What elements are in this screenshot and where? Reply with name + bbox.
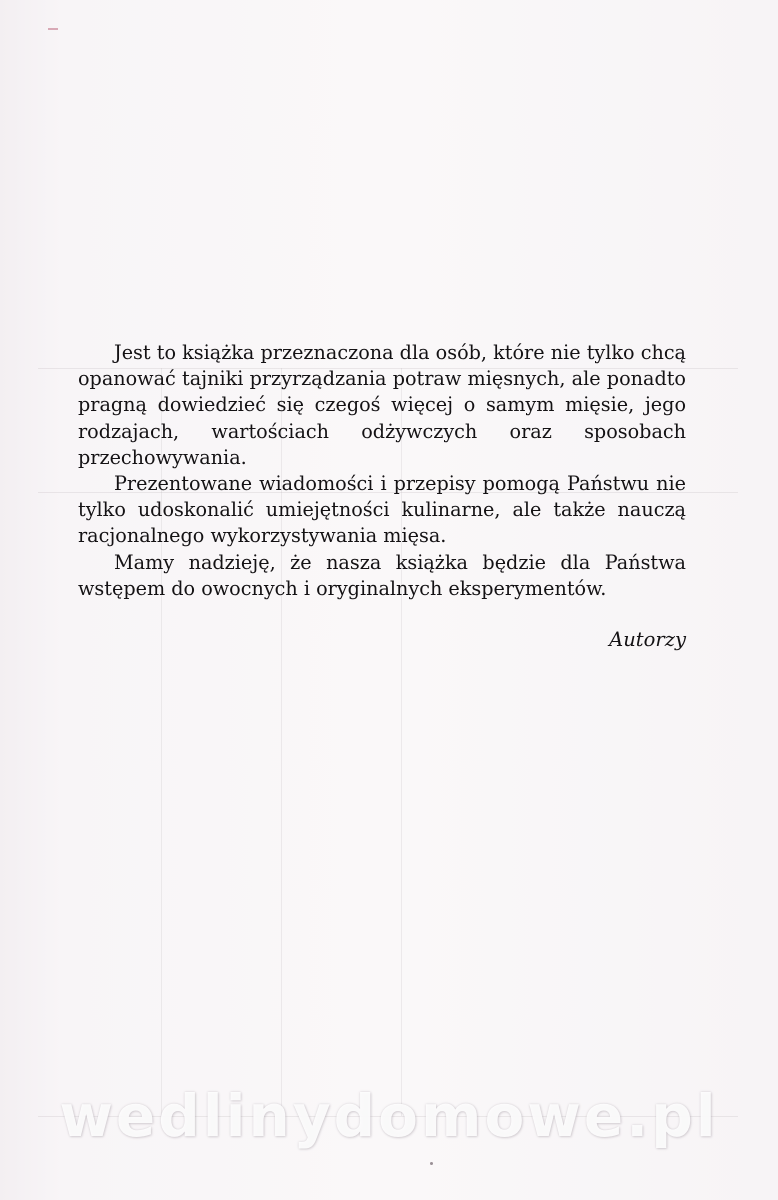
watermark: wedlinydomowe.pl xyxy=(59,1082,719,1150)
print-speck xyxy=(430,1162,433,1165)
corner-mark xyxy=(48,28,58,30)
author-signature: Autorzy xyxy=(609,628,686,651)
paragraph: Mamy nadzieję, że nasza książka będzie dla Państwa wstępem do owocnych i oryginalnych eksperymentów. xyxy=(78,550,686,600)
preface-text xyxy=(78,340,686,602)
paragraph: Prezentowane wiadomości i przepisy pomogą Państwu nie tylko udoskonalić umiejętności kulinarne, ale także nauczą racjonalnego wykorzystywania mięsa. xyxy=(78,472,686,548)
paragraph: Jest to książka przeznaczona dla osób, które nie tylko chcą opanować tajniki przyrządzania potraw mięsnych, ale ponadto pragną dowiedzieć się czegoś więcej o samym mięsie, jego rodzajach, wartościach odżywczych oraz sposobach przechowywania. xyxy=(78,341,686,469)
